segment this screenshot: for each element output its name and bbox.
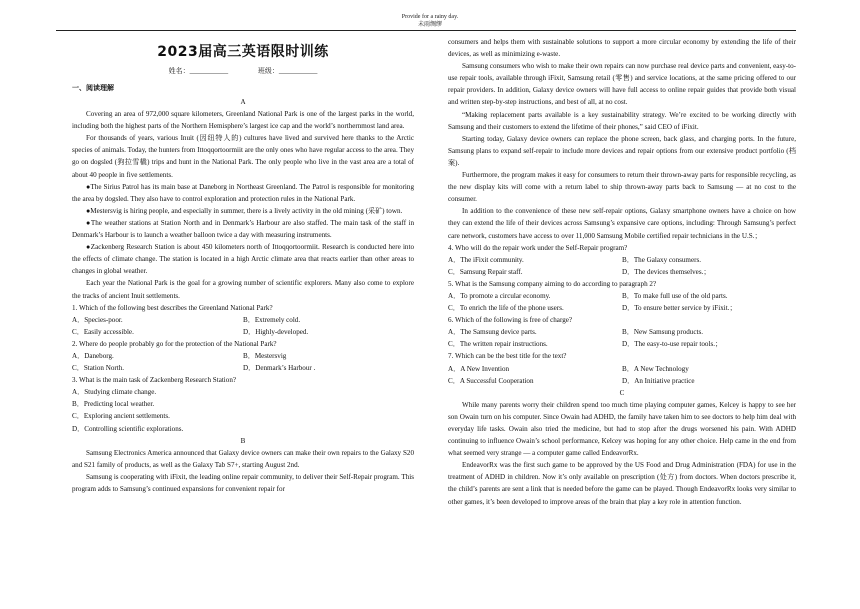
option[interactable]: B．To make full use of the old parts. bbox=[622, 291, 728, 300]
question-2: 2. Where do people probably go for the protection of the National Park? bbox=[72, 339, 277, 348]
options bbox=[448, 363, 796, 387]
option[interactable]: B．New Samsung products. bbox=[622, 328, 703, 337]
paragraph-continuation: consumers and helps them with sustainable solutions to support a more circular economy by extending the life of their devices, as well as minimizing e-waste. bbox=[448, 38, 796, 59]
option[interactable]: D．An Initiative practice bbox=[622, 376, 695, 385]
paragraph: Samsung consumers who wish to make their own repairs can now purchase real device parts and convenient, easy-to-use repair tools, available through iFixit, Samsung retail (零售) and service locations, at the same pricing offered to our repair providers. In addition, Galaxy device owners will have full access to online repair guides that provide both visual and written step-by-step instructions, and best of all, at no cost. bbox=[448, 62, 796, 107]
student-fields bbox=[72, 66, 414, 76]
options bbox=[448, 254, 796, 278]
option[interactable]: C．Samsung Repair staff. bbox=[448, 267, 523, 276]
paragraph: Furthermore, the program makes it easy for consumers to return their thrown-away parts for responsible recycling, as the new display kits will come with a return label to ship thrown-away parts back to Samsung — at no cost to the consumer. bbox=[448, 171, 796, 204]
option[interactable]: D．Highly-developed. bbox=[243, 327, 309, 336]
option[interactable]: A．Species-poor. bbox=[72, 315, 123, 324]
option[interactable]: C．Exploring ancient settlements. bbox=[72, 412, 170, 421]
question-4: 4. Who will do the repair work under the Self-Repair program? bbox=[448, 243, 628, 252]
option[interactable]: C．The written repair instructions. bbox=[448, 340, 548, 349]
option[interactable]: B．Predicting local weather. bbox=[72, 400, 155, 409]
options bbox=[72, 350, 414, 374]
passage-a-label: A bbox=[240, 98, 246, 106]
passage-b-label: B bbox=[240, 436, 246, 445]
option[interactable]: C．Easily accessible. bbox=[72, 327, 134, 336]
question-5: 5. What is the Samsung company aiming to do according to paragraph 2? bbox=[448, 279, 657, 288]
option[interactable]: C．Station North. bbox=[72, 364, 125, 373]
option[interactable]: B．Extremely cold. bbox=[243, 315, 301, 324]
option[interactable]: D．Denmark’s Harbour . bbox=[243, 364, 316, 373]
options bbox=[448, 326, 796, 350]
option[interactable]: D．To ensure better service by iFixit.； bbox=[622, 304, 737, 313]
paragraph: Covering an area of 972,000 square kilometers, Greenland National Park is one of the largest parks in the world, including both the highest parts of the Northern Hemisphere’s largest ice cap and the world’s northernmost land area. bbox=[72, 110, 414, 131]
question-6: 6. Which of the following is free of charge? bbox=[448, 316, 573, 325]
options bbox=[448, 290, 796, 314]
question-7: 7. Which can be the best title for the text? bbox=[448, 352, 567, 361]
option[interactable]: D．The devices themselves.； bbox=[622, 267, 711, 276]
right-column bbox=[448, 36, 796, 508]
option[interactable]: A．Daneborg. bbox=[72, 351, 114, 360]
option[interactable]: A．Studying climate change. bbox=[72, 388, 157, 397]
page-header bbox=[0, 13, 860, 29]
paragraph: EndeavorRx was the first such game to be approved by the US Food and Drug Administration (FDA) for use in the treatment of ADHD in children. Now it’s only available on prescription (处方) from doctors. When doctors prescribe it, the child’s parents are sent a link that is needed before the game can be played. Though EndeavorRx looks very similar to other games, it’s been developed to improve areas of the brain that play a key role in attention function. bbox=[448, 461, 796, 506]
option[interactable]: A．The Samsung device parts. bbox=[448, 328, 537, 337]
option[interactable]: C．To enrich the life of the phone users. bbox=[448, 304, 564, 313]
question-1: 1. Which of the following best describes the Greenland National Park? bbox=[72, 303, 273, 312]
option[interactable]: D．The easy-to-use repair tools.； bbox=[622, 340, 723, 349]
options bbox=[72, 386, 414, 434]
paragraph: Each year the National Park is the goal for a growing number of scientific explorers. Many also come to explore the tracks of ancient Inuit settlements. bbox=[72, 279, 414, 300]
option[interactable]: A．A New Invention bbox=[448, 364, 510, 373]
option[interactable]: D．Controlling scientific explorations. bbox=[72, 424, 184, 433]
options bbox=[72, 314, 414, 338]
class-field[interactable]: 班级：___________ bbox=[257, 67, 318, 75]
header-rule bbox=[56, 30, 796, 31]
page-title: 2023届高三英语限时训练 bbox=[157, 44, 329, 60]
paragraph: ●Zackenberg Research Station is about 450 kilometers north of Ittoqqortoormiit. Research is conducted here into the effects of climate change. The station is located in a high Arctic climate area that reacts earlier than other areas to changes in global weather. bbox=[72, 243, 414, 276]
paragraph: ●The Sirius Patrol has its main base at Daneborg in Northeast Greenland. The Patrol is responsible for monitoring the area by dogsled. They also have to control exploration and protection rules in the National Park. bbox=[72, 182, 414, 203]
header-motto-cn: 未雨绸缪 bbox=[417, 22, 442, 28]
option[interactable]: A．The iFixit community. bbox=[448, 255, 524, 264]
paragraph: In addition to the convenience of these new self-repair options, Galaxy smartphone owners have a choice on how they can extend the life of their devices across Samsung’s expansive care options, including: Through Samsung’s perfect care network, customers have access to over 11,000 Samsung Mobile certified repair technicians in the U.S.； bbox=[448, 207, 796, 240]
option[interactable]: B．The Galaxy consumers. bbox=[622, 255, 701, 264]
option[interactable]: B．Mestersvig bbox=[243, 351, 287, 360]
option[interactable]: B．A New Technology bbox=[622, 364, 689, 373]
paragraph: While many parents worry their children spend too much time playing computer games, Kelcey is happy to see her son Owain turn on his computer. Since Owain had ADHD, the family have taken him to see doctors to help him deal with everyday life tasks. Owain also tried the medicine, but had to stop after the drugs worsened his pain. With ADHD continuing to influence Owain’s school performance, Kelcey was hoping for any other choice. Help came in the end from what seemed very strange — a computer game called EndeavorRx. bbox=[448, 400, 796, 458]
paragraph: Samsung Electronics America announced that Galaxy device owners can make their own repairs to the Galaxy S20 and S21 family of products, as well as the Galaxy Tab S7+, starting August 2nd. bbox=[72, 448, 414, 469]
header-motto: Provide for a rainy day. bbox=[401, 14, 459, 20]
paragraph: Samsung is cooperating with iFixit, the leading online repair community, to deliver their Self-Repair program. This program adds to Samsung’s continued expansions for convenient repair for bbox=[72, 472, 414, 493]
paragraph: “Making replacement parts available is a key sustainability strategy. We’re excited to be working directly with Samsung and their customers to extend the lifetime of their phones,” said CEO of iFixit. bbox=[448, 110, 796, 131]
question-3: 3. What is the main task of Zackenberg Research Station? bbox=[72, 376, 237, 385]
option[interactable]: C．A Successful Cooperation bbox=[448, 376, 534, 385]
section-heading: 一、阅读理解 bbox=[72, 84, 114, 92]
left-column bbox=[72, 36, 414, 495]
option[interactable]: A．To promote a circular economy. bbox=[448, 291, 551, 300]
paragraph: Starting today, Galaxy device owners can replace the phone screen, back glass, and charging ports. In the future, Samsung plans to expand self-repair to include more devices and repair options from our extensive product portfolio (档案). bbox=[448, 134, 796, 167]
name-field[interactable]: 姓名：___________ bbox=[168, 67, 229, 75]
paragraph: ●Mestersvig is hiring people, and especially in summer, there is a lively activity in the old mining (采矿) town. bbox=[86, 206, 403, 215]
paragraph: For thousands of years, various Inuit (因纽特人的) cultures have lived and survived here thanks to the Arctic species of animals. Today, the hunters from Ittoqqortoormiit are the only ones who have regular access to the area. They go on dogsled (狗拉雪橇) trips and hunt in the National Park. The only people who live in the vast area are a total of about 40 people in five settlements. bbox=[72, 134, 414, 179]
passage-c-label: C bbox=[619, 388, 625, 397]
paragraph: ●The weather stations at Station North and in Denmark’s Harbour are also staffed. The main task of the staff in Denmark’s Harbour is to launch a weather balloon twice a day with measuring instruments. bbox=[72, 218, 414, 240]
